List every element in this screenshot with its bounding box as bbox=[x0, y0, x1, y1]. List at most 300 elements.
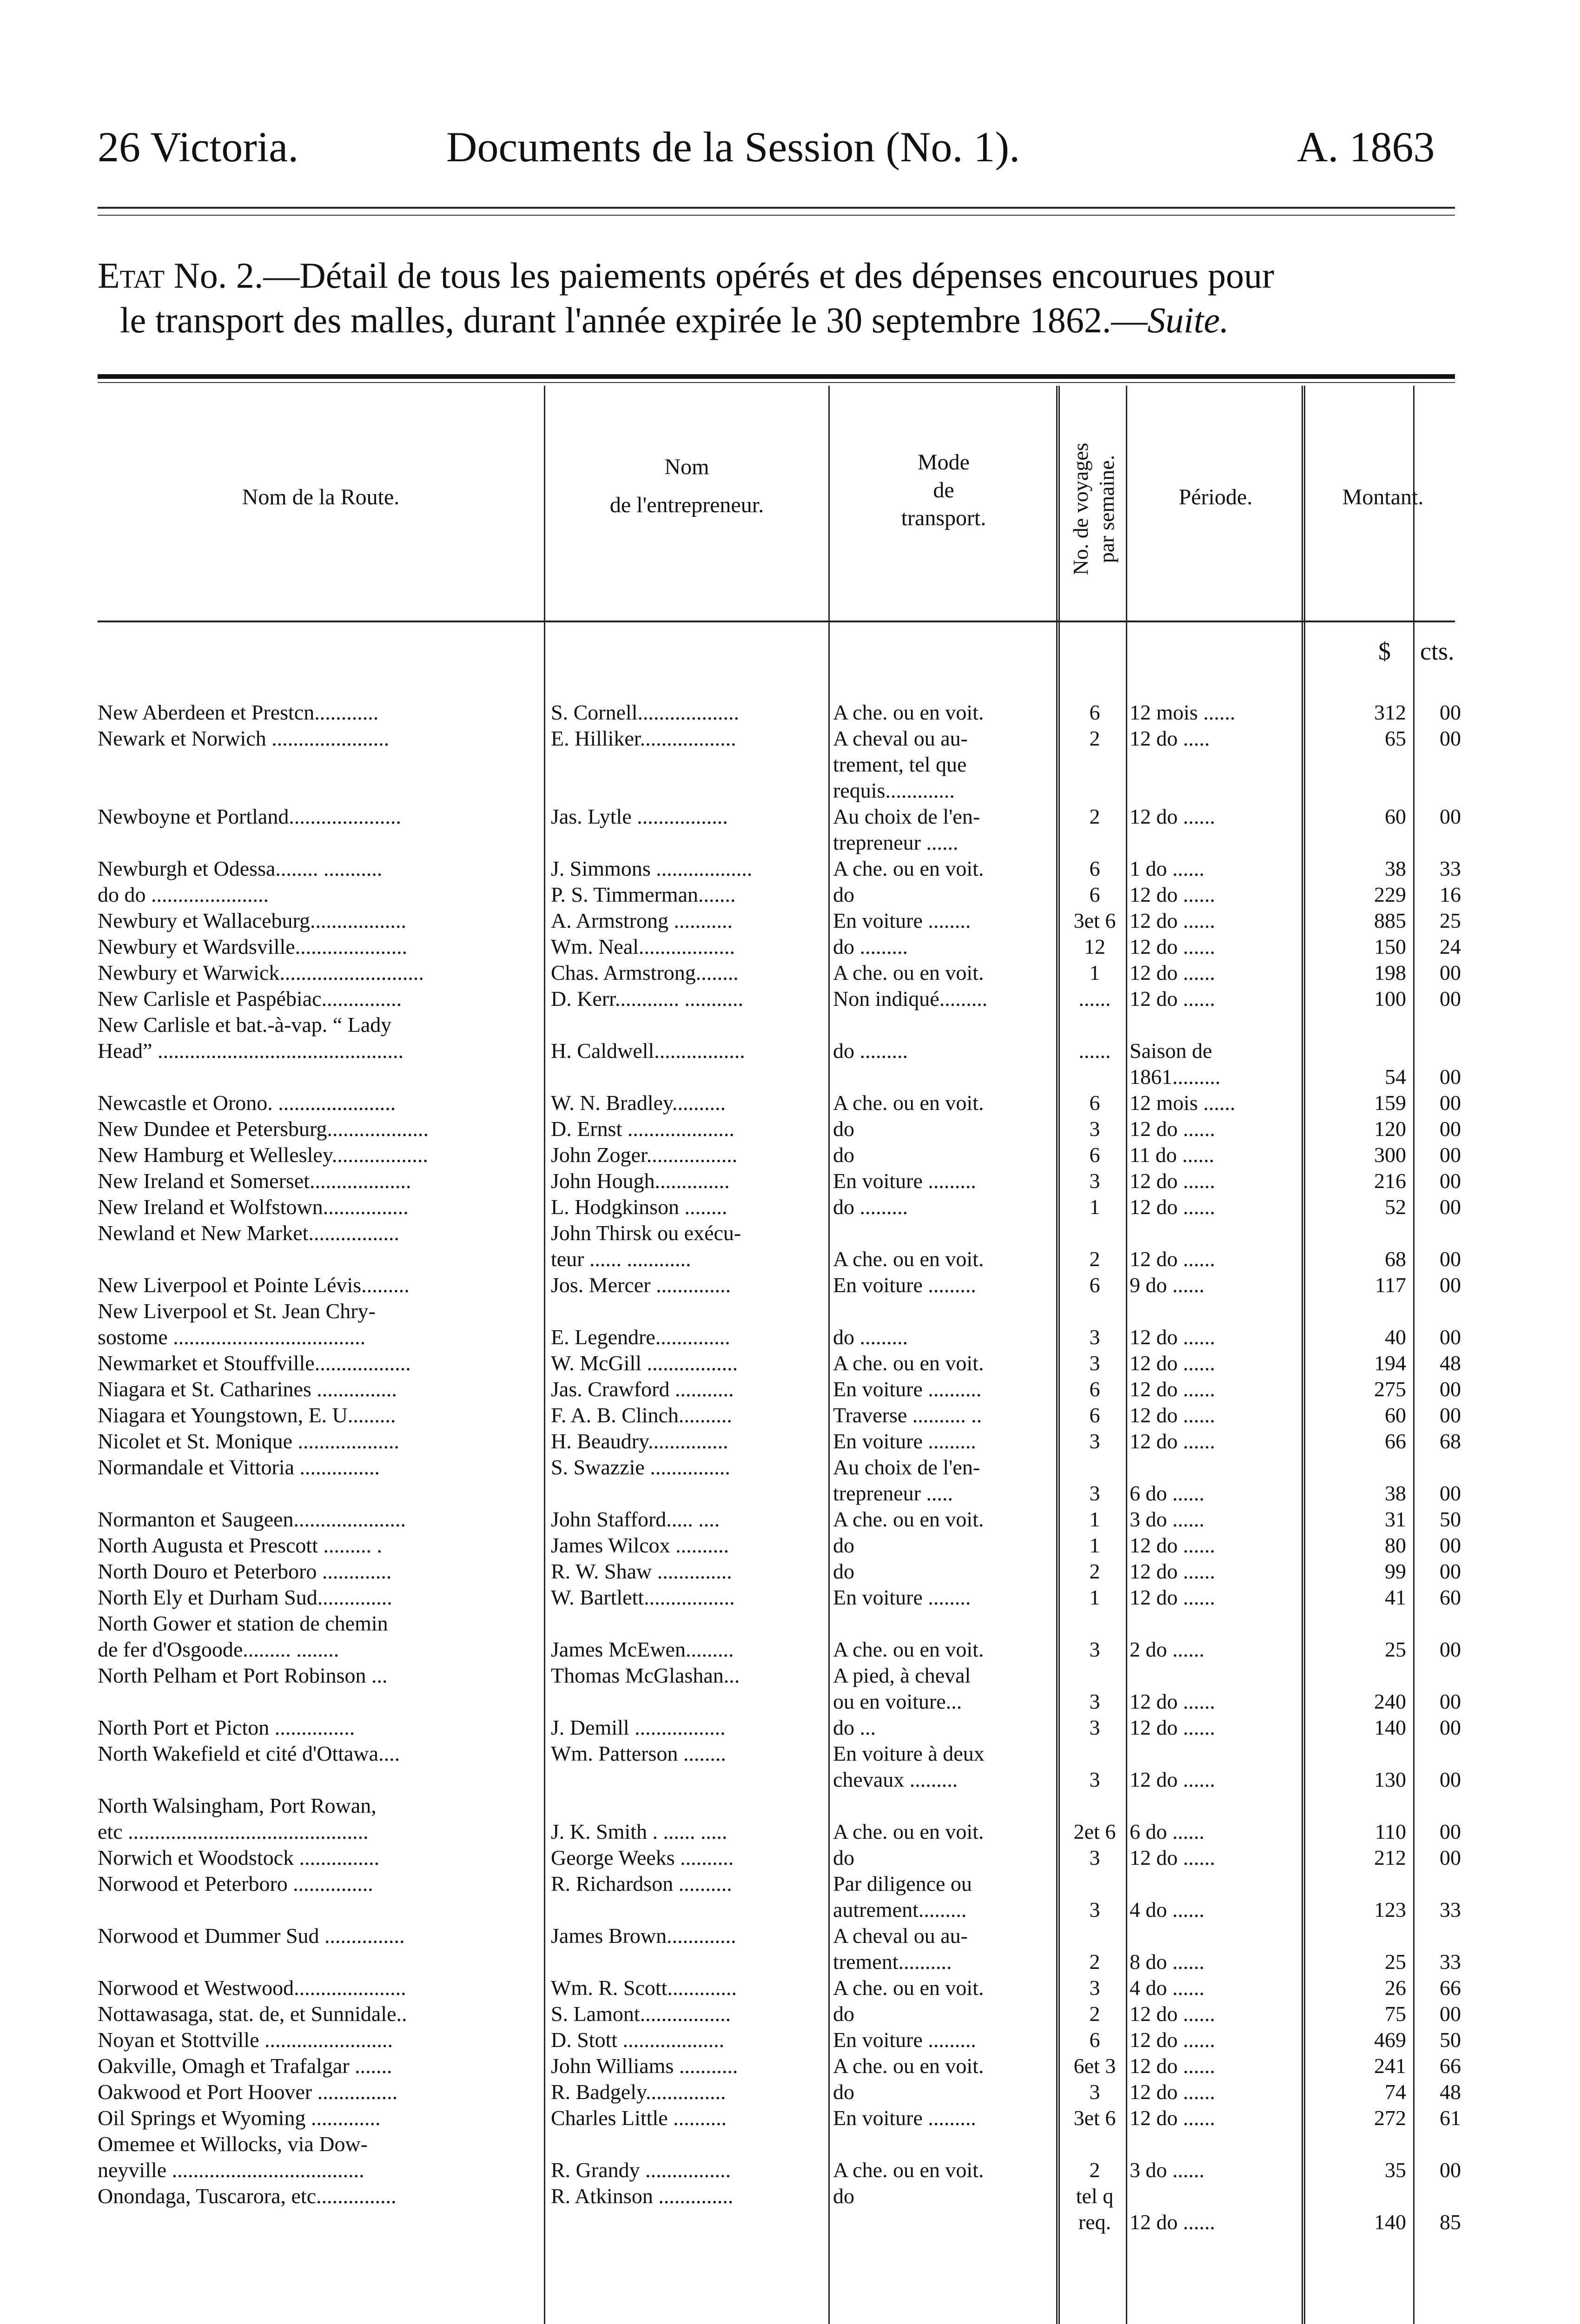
cell-dollars: 35 bbox=[1385, 2158, 1406, 2182]
cell-mode: En voiture ......... bbox=[833, 2106, 976, 2130]
cell-voyages: 1 bbox=[1089, 1585, 1100, 1609]
cell-period: 12 do ...... bbox=[1130, 2054, 1215, 2078]
cell-contractor: S. Swazzie ............... bbox=[551, 1455, 730, 1479]
dollar-sign: $ bbox=[1378, 637, 1391, 665]
cell-contractor: A. Armstrong ........... bbox=[551, 909, 733, 932]
cell-contractor: Jas. Crawford ........... bbox=[551, 1377, 734, 1401]
cell-dollars: 117 bbox=[1375, 1273, 1406, 1297]
cell-dollars: 140 bbox=[1374, 1716, 1406, 1739]
cell-dollars: 198 bbox=[1374, 961, 1406, 984]
cell-period: 12 do ...... bbox=[1130, 1247, 1215, 1271]
header-rule-top bbox=[98, 207, 1455, 209]
cell-period: 12 do ...... bbox=[1130, 2080, 1215, 2104]
cell-voyages: 2 bbox=[1089, 1559, 1100, 1583]
cell-route: North Gower et station de chemin de fer d'Osgoode......... ........ bbox=[98, 1611, 388, 1661]
cell-route: Onondaga, Tuscarora, etc............... bbox=[98, 2184, 397, 2208]
cell-dollars: 68 bbox=[1385, 1247, 1406, 1271]
cell-period: 12 do ...... bbox=[1130, 909, 1215, 932]
cell-route: Normanton et Saugeen..................... bbox=[98, 1507, 406, 1531]
cell-dollars: 26 bbox=[1385, 1976, 1406, 2000]
header-rule-bottom bbox=[98, 215, 1455, 216]
cell-period: 12 do ...... bbox=[1130, 935, 1215, 958]
cell-mode: do bbox=[833, 1846, 854, 1869]
cell-mode: A che. ou en voit. bbox=[833, 700, 984, 724]
cell-mode: En voiture ......... bbox=[833, 2028, 976, 2052]
col-divider-6 bbox=[1413, 386, 1415, 2324]
cell-cents: 33 bbox=[1440, 857, 1461, 880]
cell-voyages: 2 bbox=[1089, 2158, 1100, 2182]
cell-period: 12 do ...... bbox=[1130, 1690, 1215, 1713]
cell-contractor: H. Caldwell................. bbox=[551, 1039, 745, 1063]
cell-dollars: 74 bbox=[1385, 2080, 1406, 2104]
cell-period: 12 do ...... bbox=[1130, 1195, 1215, 1219]
col-header-contractor bbox=[546, 453, 827, 519]
cell-contractor: John Zoger................. bbox=[551, 1143, 738, 1167]
cell-cents: 00 bbox=[1440, 1169, 1461, 1193]
cell-route: New Ireland et Wolfstown................ bbox=[98, 1195, 409, 1219]
cell-voyages: 3 bbox=[1089, 1637, 1100, 1661]
cell-dollars: 130 bbox=[1374, 1768, 1406, 1791]
cell-cents: 00 bbox=[1440, 1690, 1461, 1713]
cell-contractor: R. Grandy ................ bbox=[551, 2158, 731, 2182]
cell-cents: 00 bbox=[1440, 1117, 1461, 1141]
col-header-voyages-l2: par semaine. bbox=[1095, 455, 1118, 563]
cell-route: New Hamburg et Wellesley.................. bbox=[98, 1143, 428, 1167]
cell-dollars: 54 bbox=[1385, 1065, 1406, 1089]
cell-dollars: 31 bbox=[1385, 1507, 1406, 1531]
cell-voyages: 2et 6 bbox=[1073, 1820, 1116, 1843]
cell-contractor: John Stafford..... .... bbox=[551, 1507, 720, 1531]
cell-voyages: 3 bbox=[1089, 1768, 1100, 1791]
cell-voyages: 3 bbox=[1089, 1898, 1100, 1921]
cell-voyages: 6 bbox=[1089, 700, 1100, 724]
cell-period: 12 do ...... bbox=[1130, 1325, 1215, 1349]
cell-voyages: 3 bbox=[1089, 2080, 1100, 2104]
cell-mode: Traverse .......... .. bbox=[833, 1403, 982, 1427]
running-header-right: A. 1863 bbox=[1297, 123, 1435, 171]
cell-mode: do bbox=[833, 1117, 854, 1141]
cell-route: New Carlisle et bat.-à-vap. “ Lady Head” .............................................. bbox=[98, 1013, 403, 1063]
cell-dollars: 60 bbox=[1385, 805, 1406, 828]
cell-mode: A che. ou en voit. bbox=[833, 2054, 984, 2078]
cell-contractor: D. Stott ................... bbox=[551, 2028, 725, 2052]
col-header-route: Nom de la Route. bbox=[242, 485, 400, 509]
cell-cents: 00 bbox=[1440, 961, 1461, 984]
col-header-voyages bbox=[1059, 400, 1129, 618]
cell-mode: do ......... bbox=[833, 1325, 908, 1349]
cell-route: Norwich et Woodstock ............... bbox=[98, 1846, 380, 1869]
cell-mode: do ......... bbox=[833, 935, 908, 958]
cell-voyages: 6 bbox=[1089, 883, 1100, 906]
cell-dollars: 312 bbox=[1374, 700, 1406, 724]
cell-cents: 00 bbox=[1440, 1820, 1461, 1843]
cell-period: 12 do ...... bbox=[1130, 1559, 1215, 1583]
cell-route: New Ireland et Somerset................... bbox=[98, 1169, 411, 1193]
cell-voyages: ...... bbox=[1078, 987, 1111, 1010]
cell-contractor: R. Richardson .......... bbox=[551, 1872, 732, 1895]
col-header-mode bbox=[832, 449, 1055, 532]
cell-dollars: 65 bbox=[1385, 726, 1406, 750]
cell-period: 12 do ...... bbox=[1130, 1377, 1215, 1401]
cell-cents: 85 bbox=[1440, 2210, 1461, 2234]
cell-dollars: 75 bbox=[1385, 2002, 1406, 2026]
cell-period: 12 do ...... bbox=[1130, 2002, 1215, 2026]
cell-period: 12 do ...... bbox=[1130, 805, 1215, 828]
cell-period: 3 do ...... bbox=[1130, 1507, 1204, 1531]
cell-dollars: 229 bbox=[1374, 883, 1406, 906]
cell-dollars: 212 bbox=[1374, 1846, 1406, 1869]
cell-voyages: 3 bbox=[1089, 1481, 1100, 1505]
cell-period: 12 do ...... bbox=[1130, 2028, 1215, 2052]
cell-mode: do bbox=[833, 1143, 854, 1167]
cell-voyages: 3 bbox=[1089, 1351, 1100, 1375]
cell-voyages: 12 bbox=[1084, 935, 1105, 958]
cell-cents: 33 bbox=[1440, 1898, 1461, 1921]
cell-period: 3 do ...... bbox=[1130, 2158, 1204, 2182]
cell-voyages: 6 bbox=[1089, 2028, 1100, 2052]
cell-dollars: 99 bbox=[1385, 1559, 1406, 1583]
cell-route: Nottawasaga, stat. de, et Sunnidale.. bbox=[98, 2002, 407, 2026]
cell-contractor: H. Beaudry............... bbox=[551, 1429, 728, 1453]
cell-voyages: 2 bbox=[1089, 805, 1100, 828]
cell-cents: 68 bbox=[1440, 1429, 1461, 1453]
cell-voyages: 6 bbox=[1089, 1143, 1100, 1167]
cell-period: 1 do ...... bbox=[1130, 857, 1204, 880]
running-header-center: Documents de la Session (No. 1). bbox=[446, 123, 1020, 171]
cell-dollars: 41 bbox=[1385, 1585, 1406, 1609]
cell-contractor: R. Atkinson .............. bbox=[551, 2184, 734, 2208]
cell-cents: 00 bbox=[1440, 1377, 1461, 1401]
cell-cents: 25 bbox=[1440, 909, 1461, 932]
cell-route: North Wakefield et cité d'Ottawa.... bbox=[98, 1742, 400, 1765]
cell-cents: 00 bbox=[1440, 1559, 1461, 1583]
cell-period: 12 do ...... bbox=[1130, 1429, 1215, 1453]
cell-route: Nicolet et St. Monique ................... bbox=[98, 1429, 400, 1453]
cell-period: 12 do ...... bbox=[1130, 961, 1215, 984]
cell-period: 4 do ...... bbox=[1130, 1976, 1204, 2000]
col-divider-2 bbox=[828, 386, 830, 2324]
cell-mode: A cheval ou au- trement, tel que requis............. bbox=[833, 726, 968, 802]
cell-mode: A che. ou en voit. bbox=[833, 1247, 984, 1271]
cell-mode: Par diligence ou autrement......... bbox=[833, 1872, 972, 1921]
cell-contractor: W. McGill ................. bbox=[551, 1351, 738, 1375]
cell-period: 12 do ...... bbox=[1130, 2210, 1215, 2234]
cell-voyages: 3 bbox=[1089, 1846, 1100, 1869]
table-title bbox=[98, 253, 1455, 343]
cell-dollars: 120 bbox=[1374, 1117, 1406, 1141]
cell-mode: A che. ou en voit. bbox=[833, 1637, 984, 1661]
cell-route: Newburgh et Odessa........ ........... bbox=[98, 857, 383, 880]
cell-period: 12 do ...... bbox=[1130, 1585, 1215, 1609]
cell-period: 9 do ...... bbox=[1130, 1273, 1204, 1297]
cell-cents: 00 bbox=[1440, 1091, 1461, 1115]
cell-route: Norwood et Dummer Sud ............... bbox=[98, 1924, 405, 1948]
cell-contractor: John Williams ........... bbox=[551, 2054, 738, 2078]
cell-period: 8 do ...... bbox=[1130, 1950, 1204, 1974]
cell-route: North Douro et Peterboro ............. bbox=[98, 1559, 392, 1583]
cell-dollars: 123 bbox=[1374, 1898, 1406, 1921]
cell-route: Newbury et Warwick........................... bbox=[98, 961, 424, 984]
col-header-contractor-l2: de l'entrepreneur. bbox=[609, 493, 764, 517]
cell-cents: 00 bbox=[1440, 1637, 1461, 1661]
cell-cents: 16 bbox=[1440, 883, 1461, 906]
cell-contractor: J. Demill ................. bbox=[551, 1716, 726, 1739]
cell-mode: do bbox=[833, 1559, 854, 1583]
cell-cents: 00 bbox=[1440, 1325, 1461, 1349]
col-header-mode-l3: transport. bbox=[901, 506, 986, 530]
cell-dollars: 194 bbox=[1374, 1351, 1406, 1375]
cell-cents: 00 bbox=[1440, 1481, 1461, 1505]
cell-dollars: 25 bbox=[1385, 1637, 1406, 1661]
cell-voyages: 3 bbox=[1089, 1976, 1100, 2000]
cell-mode: En voiture ......... bbox=[833, 1429, 976, 1453]
cell-voyages: 1 bbox=[1089, 1195, 1100, 1219]
cell-period: 11 do ...... bbox=[1130, 1143, 1215, 1167]
cell-voyages: 2 bbox=[1089, 726, 1100, 750]
cell-contractor: D. Kerr............ ........... bbox=[551, 987, 743, 1010]
cell-period: 12 do ...... bbox=[1130, 2106, 1215, 2130]
cell-contractor: Jas. Lytle ................. bbox=[551, 805, 728, 828]
cell-mode: A cheval ou au- trement.......... bbox=[833, 1924, 968, 1974]
cell-voyages: 3 bbox=[1089, 1690, 1100, 1713]
cell-contractor: J. K. Smith . ...... ..... bbox=[551, 1820, 727, 1843]
cell-route: North Walsingham, Port Rowan, etc ............................................. bbox=[98, 1794, 377, 1843]
cell-mode: Au choix de l'en- trepreneur ...... bbox=[833, 805, 980, 854]
cell-route: New Liverpool et St. Jean Chry- sostome .................................... bbox=[98, 1299, 376, 1349]
cell-mode: En voiture ........ bbox=[833, 909, 971, 932]
cell-cents: 00 bbox=[1440, 1065, 1461, 1089]
cell-mode: En voiture ......... bbox=[833, 1273, 976, 1297]
cell-period: 6 do ...... bbox=[1130, 1481, 1204, 1505]
cell-contractor: F. A. B. Clinch.......... bbox=[551, 1403, 732, 1427]
cell-mode: En voiture à deux chevaux ......... bbox=[833, 1742, 985, 1791]
cell-period: 12 do ...... bbox=[1130, 1403, 1215, 1427]
cell-route: Normandale et Vittoria ............... bbox=[98, 1455, 380, 1479]
cell-route: Norwood et Peterboro ............... bbox=[98, 1872, 373, 1895]
cell-voyages: 2 bbox=[1089, 2002, 1100, 2026]
cell-dollars: 38 bbox=[1385, 1481, 1406, 1505]
cell-cents: 00 bbox=[1440, 987, 1461, 1010]
cell-contractor: John Hough.............. bbox=[551, 1169, 730, 1193]
running-header-left: 26 Victoria. bbox=[98, 123, 299, 171]
cell-contractor: James Brown............. bbox=[551, 1924, 736, 1948]
cell-route: Newbury et Wallaceburg.................. bbox=[98, 909, 406, 932]
cell-cents: 00 bbox=[1440, 1768, 1461, 1791]
cell-dollars: 40 bbox=[1385, 1325, 1406, 1349]
cell-period: 12 do ...... bbox=[1130, 1846, 1215, 1869]
cell-route: Niagara et Youngstown, E. U......... bbox=[98, 1403, 396, 1427]
cell-voyages: 6 bbox=[1089, 1273, 1100, 1297]
cell-dollars: 52 bbox=[1385, 1195, 1406, 1219]
cell-route: New Dundee et Petersburg................... bbox=[98, 1117, 429, 1141]
cell-contractor: S. Cornell................... bbox=[551, 700, 740, 724]
cell-voyages: 3et 6 bbox=[1073, 2106, 1116, 2130]
cell-dollars: 140 bbox=[1374, 2210, 1406, 2234]
cell-contractor: E. Hilliker.................. bbox=[551, 726, 736, 750]
cell-mode: A che. ou en voit. bbox=[833, 1820, 984, 1843]
title-suite: Suite. bbox=[1147, 300, 1229, 340]
title-etat: Etat bbox=[98, 255, 165, 296]
cell-contractor: W. Bartlett................. bbox=[551, 1585, 735, 1609]
cell-cents: 00 bbox=[1440, 1195, 1461, 1219]
cell-cents: 66 bbox=[1440, 1976, 1461, 2000]
cell-route: Newbury et Wardsville..................... bbox=[98, 935, 408, 958]
cell-dollars: 885 bbox=[1374, 909, 1406, 932]
cell-route: Oakwood et Port Hoover ............... bbox=[98, 2080, 398, 2104]
cents-label: cts. bbox=[1420, 637, 1454, 665]
cell-cents: 00 bbox=[1440, 1143, 1461, 1167]
cell-voyages: 6 bbox=[1089, 857, 1100, 880]
cell-cents: 48 bbox=[1440, 1351, 1461, 1375]
cell-period: 12 mois ...... bbox=[1130, 700, 1236, 724]
cell-route: Niagara et St. Catharines ............... bbox=[98, 1377, 397, 1401]
cell-period: 12 do ...... bbox=[1130, 1533, 1215, 1557]
cell-dollars: 100 bbox=[1374, 987, 1406, 1010]
cell-mode: A che. ou en voit. bbox=[833, 1507, 984, 1531]
cell-dollars: 25 bbox=[1385, 1950, 1406, 1974]
col-header-voyages-l1: No. de voyages bbox=[1069, 442, 1092, 575]
cell-voyages: 6et 3 bbox=[1073, 2054, 1116, 2078]
cell-contractor: Wm. R. Scott............. bbox=[551, 1976, 737, 2000]
cell-contractor: George Weeks .......... bbox=[551, 1846, 734, 1869]
cell-route: North Pelham et Port Robinson ... bbox=[98, 1664, 388, 1687]
cell-mode: do ......... bbox=[833, 1039, 908, 1063]
cell-cents: 00 bbox=[1440, 1247, 1461, 1271]
cell-voyages: 1 bbox=[1089, 1533, 1100, 1557]
cell-cents: 60 bbox=[1440, 1585, 1461, 1609]
cell-route: North Ely et Durham Sud.............. bbox=[98, 1585, 392, 1609]
cell-voyages: 3 bbox=[1089, 1716, 1100, 1739]
cell-route: Norwood et Westwood..................... bbox=[98, 1976, 406, 2000]
cell-mode: A che. ou en voit. bbox=[833, 961, 984, 984]
cell-period: 12 mois ...... bbox=[1130, 1091, 1236, 1115]
cell-cents: 24 bbox=[1440, 935, 1461, 958]
cell-mode: A che. ou en voit. bbox=[833, 1091, 984, 1115]
col-divider-1 bbox=[544, 386, 545, 2324]
cell-cents: 00 bbox=[1440, 1273, 1461, 1297]
cell-contractor: Jos. Mercer .............. bbox=[551, 1273, 731, 1297]
cell-dollars: 60 bbox=[1385, 1403, 1406, 1427]
cell-voyages: ...... bbox=[1078, 1039, 1111, 1063]
cell-route: Oakville, Omagh et Trafalgar ....... bbox=[98, 2054, 392, 2078]
cell-mode: A che. ou en voit. bbox=[833, 1351, 984, 1375]
cell-dollars: 80 bbox=[1385, 1533, 1406, 1557]
cell-cents: 00 bbox=[1440, 1533, 1461, 1557]
cell-mode: do bbox=[833, 2080, 854, 2104]
cell-voyages: 6 bbox=[1089, 1377, 1100, 1401]
cell-contractor: Thomas McGlashan... bbox=[551, 1664, 740, 1687]
cell-dollars: 275 bbox=[1374, 1377, 1406, 1401]
cell-period: 12 do ...... bbox=[1130, 1169, 1215, 1193]
cell-cents: 00 bbox=[1440, 726, 1461, 750]
cell-mode: En voiture ........ bbox=[833, 1585, 971, 1609]
title-line2: le transport des malles, durant l'année expirée le 30 septembre 1862.— bbox=[120, 300, 1148, 340]
cell-contractor: P. S. Timmerman....... bbox=[551, 883, 736, 906]
col-header-amount: Montant. bbox=[1342, 485, 1424, 509]
cell-voyages: 1 bbox=[1089, 1507, 1100, 1531]
cell-voyages: 3 bbox=[1089, 1117, 1100, 1141]
cell-voyages: 3 bbox=[1089, 1169, 1100, 1193]
cell-cents: 33 bbox=[1440, 1950, 1461, 1974]
cell-contractor: Charles Little .......... bbox=[551, 2106, 727, 2130]
cell-cents: 50 bbox=[1440, 1507, 1461, 1531]
cell-period: 4 do ...... bbox=[1130, 1898, 1204, 1921]
cell-mode: A che. ou en voit. bbox=[833, 1976, 984, 2000]
cell-route: New Aberdeen et Prestcn............ bbox=[98, 700, 379, 724]
cell-contractor: R. Badgely............... bbox=[551, 2080, 726, 2104]
cell-cents: 00 bbox=[1440, 2002, 1461, 2026]
cell-contractor: W. N. Bradley.......... bbox=[551, 1091, 726, 1115]
cell-mode: En voiture .......... bbox=[833, 1377, 982, 1401]
cell-voyages: 3 bbox=[1089, 1429, 1100, 1453]
cell-period: 12 do ...... bbox=[1130, 1351, 1215, 1375]
cell-mode: En voiture ......... bbox=[833, 1169, 976, 1193]
cell-mode: do bbox=[833, 883, 854, 906]
cell-route: Newmarket et Stouffville.................. bbox=[98, 1351, 411, 1375]
cell-period: Saison de 1861......... bbox=[1130, 1039, 1221, 1089]
cell-cents: 00 bbox=[1440, 1716, 1461, 1739]
cell-contractor: Chas. Armstrong........ bbox=[551, 961, 739, 984]
cell-contractor: R. W. Shaw .............. bbox=[551, 1559, 732, 1583]
cell-cents: 00 bbox=[1440, 805, 1461, 828]
cell-dollars: 469 bbox=[1374, 2028, 1406, 2052]
cell-mode: A pied, à cheval ou en voiture... bbox=[833, 1664, 971, 1713]
cell-cents: 61 bbox=[1440, 2106, 1461, 2130]
cell-period: 12 do ...... bbox=[1130, 1117, 1215, 1141]
cell-route: Noyan et Stottville ........................ bbox=[98, 2028, 393, 2052]
column-header-rule bbox=[98, 621, 1455, 622]
cell-cents: 50 bbox=[1440, 2028, 1461, 2052]
cell-dollars: 66 bbox=[1385, 1429, 1406, 1453]
title-line1: No. 2.—Détail de tous les paiements opérés et des dépenses encourues pour bbox=[165, 255, 1275, 296]
cell-cents: 00 bbox=[1440, 1846, 1461, 1869]
cell-dollars: 38 bbox=[1385, 857, 1406, 880]
cell-mode: A che. ou en voit. bbox=[833, 857, 984, 880]
cell-mode: do ......... bbox=[833, 1195, 908, 1219]
cell-mode: do ... bbox=[833, 1716, 876, 1739]
cell-route: North Augusta et Prescott ......... . bbox=[98, 1533, 382, 1557]
cell-cents: 66 bbox=[1440, 2054, 1461, 2078]
cell-mode: do bbox=[833, 2002, 854, 2026]
cell-dollars: 150 bbox=[1374, 935, 1406, 958]
cell-period: 12 do ...... bbox=[1130, 883, 1215, 906]
col-header-period: Période. bbox=[1178, 485, 1253, 509]
col-header-contractor-l1: Nom bbox=[664, 455, 709, 479]
cell-route: do do ...................... bbox=[98, 883, 269, 906]
cell-period: 12 do ...... bbox=[1130, 1768, 1215, 1791]
cell-mode: Au choix de l'en- trepreneur ..... bbox=[833, 1455, 980, 1505]
cell-voyages: 3et 6 bbox=[1073, 909, 1116, 932]
cell-period: 12 do ..... bbox=[1130, 726, 1210, 750]
cell-contractor: L. Hodgkinson ........ bbox=[551, 1195, 727, 1219]
cell-voyages: 2 bbox=[1089, 1247, 1100, 1271]
cell-period: 12 do ...... bbox=[1130, 987, 1215, 1010]
col-divider-5 bbox=[1302, 386, 1305, 2324]
cell-dollars: 159 bbox=[1374, 1091, 1406, 1115]
cell-dollars: 110 bbox=[1375, 1820, 1406, 1843]
cell-dollars: 300 bbox=[1374, 1143, 1406, 1167]
cell-cents: 00 bbox=[1440, 700, 1461, 724]
cell-contractor: John Thirsk ou exécu- teur ...... ............ bbox=[551, 1221, 741, 1271]
cell-mode: A che. ou en voit. bbox=[833, 2158, 984, 2182]
cell-dollars: 240 bbox=[1374, 1690, 1406, 1713]
cell-route: Omemee et Willocks, via Dow- neyville .................................... bbox=[98, 2132, 368, 2182]
cell-dollars: 216 bbox=[1374, 1169, 1406, 1193]
cell-period: 2 do ...... bbox=[1130, 1637, 1204, 1661]
cell-dollars: 241 bbox=[1374, 2054, 1406, 2078]
cell-voyages: 6 bbox=[1089, 1403, 1100, 1427]
cell-contractor: Wm. Patterson ........ bbox=[551, 1742, 726, 1765]
